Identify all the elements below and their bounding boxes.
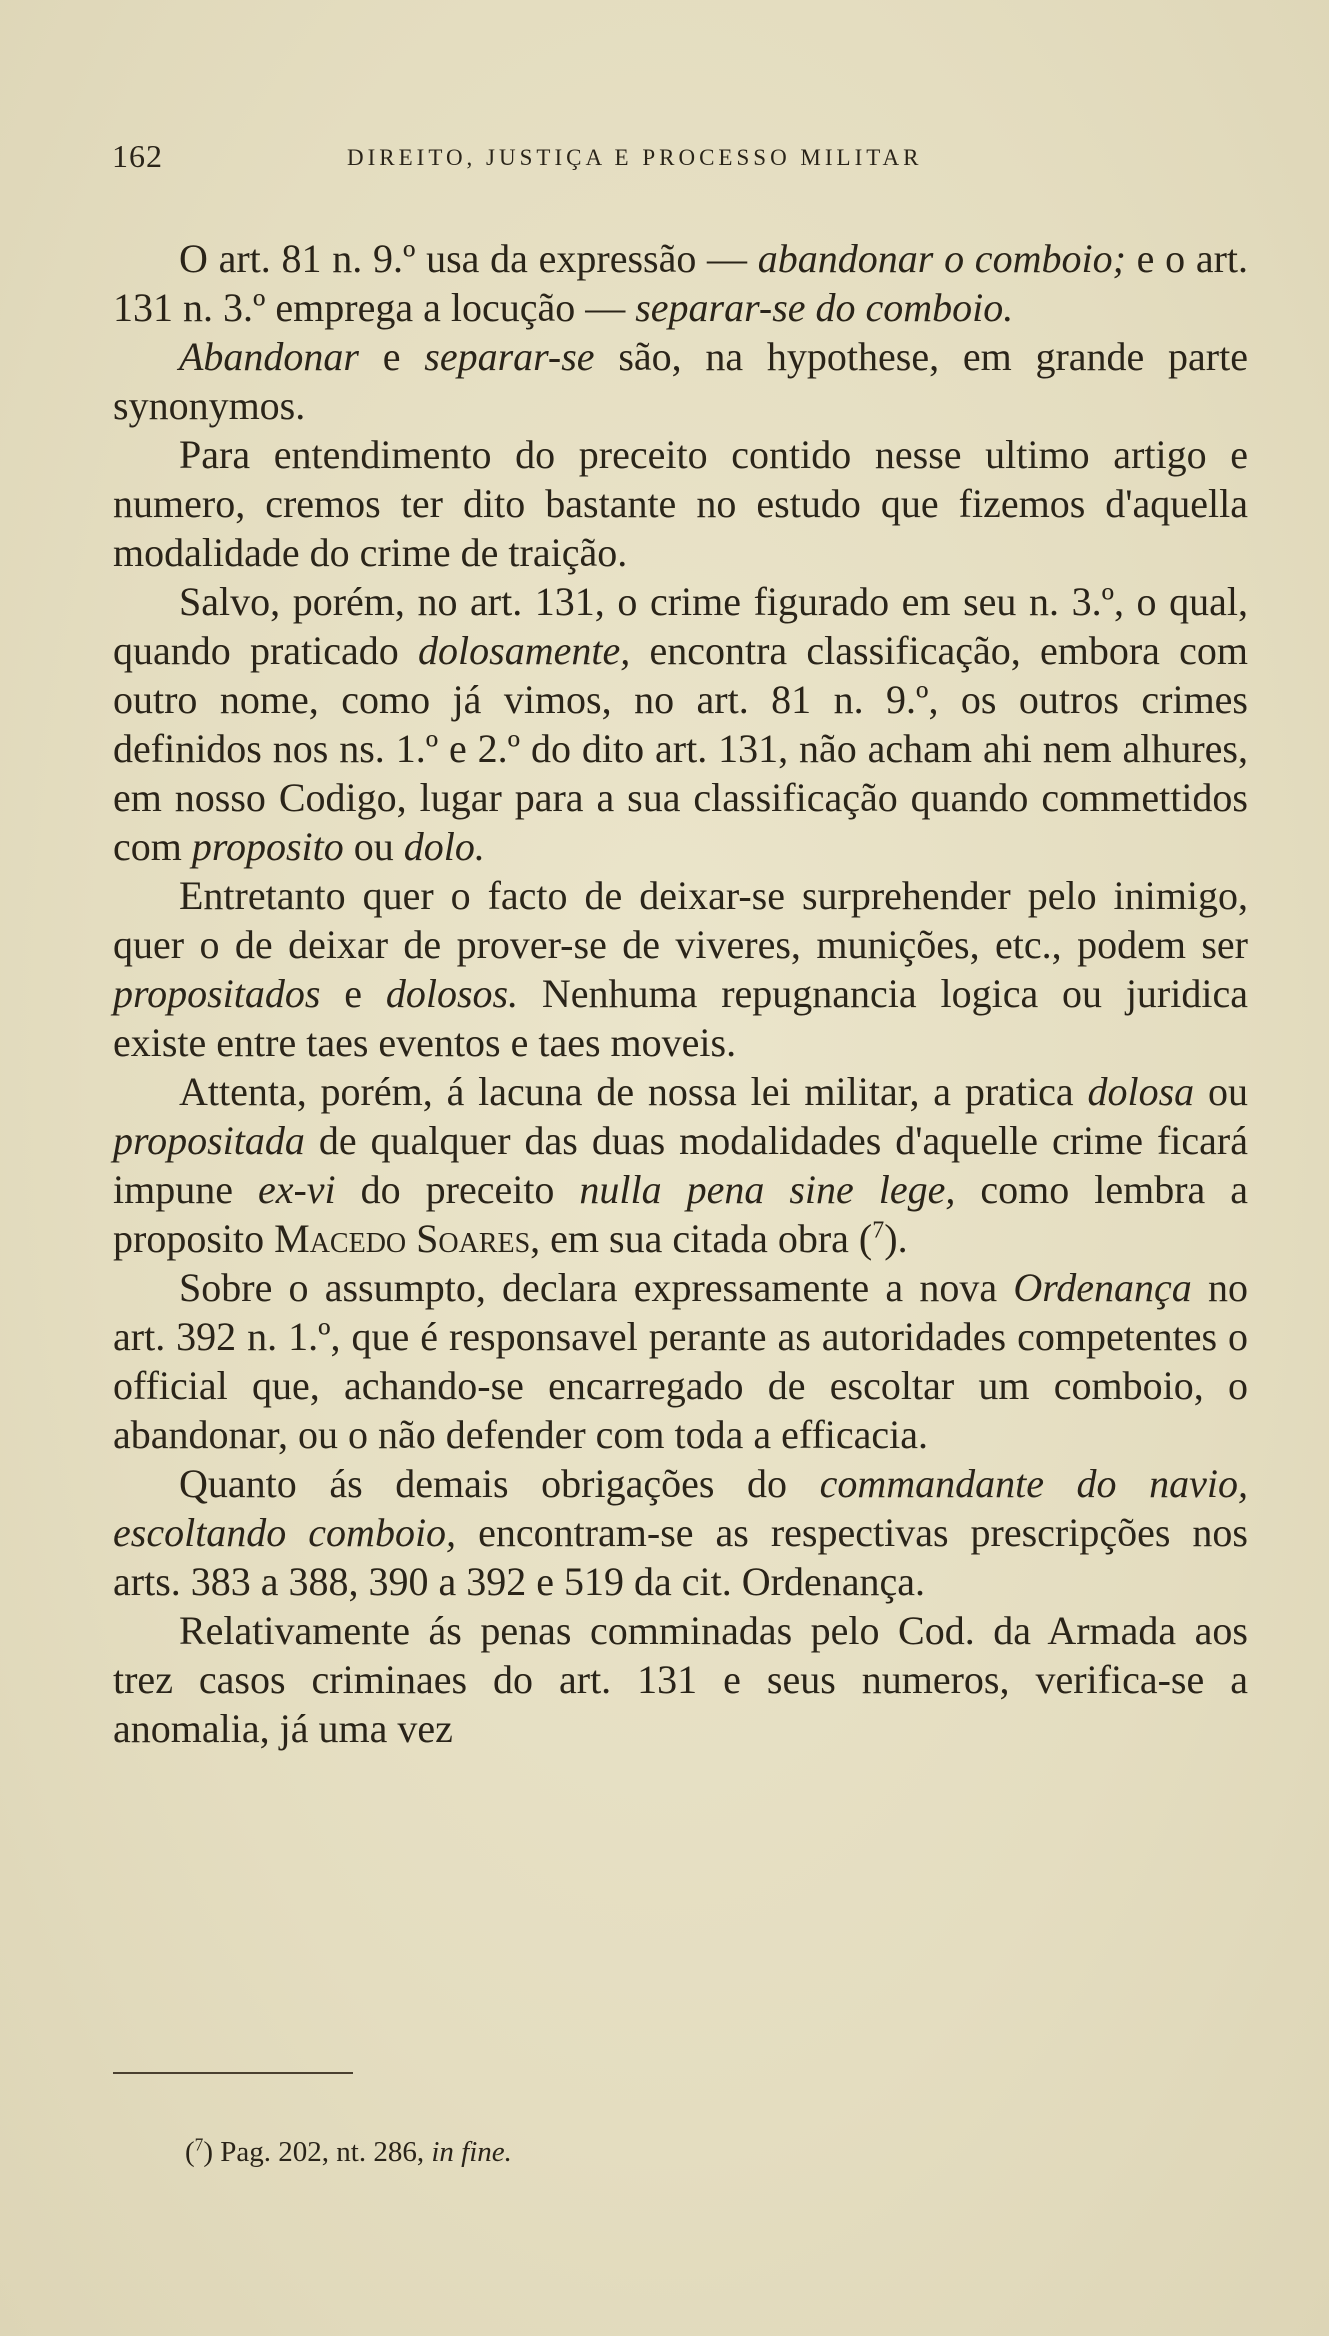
footnote-mark: 7 [194,2134,204,2155]
author-name: Macedo Soares [274,1216,531,1261]
body-text [113,234,1248,1753]
paragraph-5: Entretanto quer o facto de deixar-se surprehender pelo inimigo, quer o de deixar de prover-se de viveres, munições, etc., podem ser propositados e dolosos. Nenhuma repugnancia logica ou juridica existe entre taes eventos e taes moveis. [113,873,1248,1065]
paragraph-3: Para entendimento do preceito contido nesse ultimo artigo e numero, cremos ter dito bastante no estudo que fizemos d'aquella modalidade do crime de traição. [113,432,1248,575]
paragraph-2: Abandonar e separar-se são, na hypothese, em grande parte synonymos. [113,334,1248,428]
footnote-divider [113,2072,353,2074]
paragraph-4: Salvo, porém, no art. 131, o crime figurado em seu n. 3.º, o qual, quando praticado dolosamente, encontra classificação, embora com outro nome, como já vimos, no art. 81 n. 9.º, os outros crimes definidos nos ns. 1.º e 2.º do dito art. 131, não acham ahi nem alhures, em nosso Codigo, lugar para a sua classificação quando commettidos com proposito ou dolo. [113,579,1249,869]
paragraph-6: Attenta, porém, á lacuna de nossa lei militar, a pratica dolosa ou propositada de qualquer das duas modalidades d'aquelle crime ficará impune ex-vi do preceito nulla pena sine lege, como lembra a proposito Macedo Soares, em sua citada obra ($^7$). [113,1069,1248,1261]
footnote: ($^7$) Pag. 202, nt. 286, in fine. [185,2134,512,2168]
footnote-reference: 7 [872,1217,885,1244]
running-head [112,138,1242,182]
paragraph-9: Relativamente ás penas comminadas pelo Cod. da Armada aos trez casos criminaes do art. 131 e seus numeros, verifica-se a anomalia, já uma vez [113,1608,1248,1751]
paragraph-1: O art. 81 n. 9.º usa da expressão — abandonar o comboio; e o art. 131 n. 3.º emprega a locução — separar-se do comboio. [113,236,1249,330]
running-title: DIREITO, JUSTIÇA E PROCESSO MILITAR [347,145,923,170]
page-number: 162 [112,138,163,174]
paragraph-7: Sobre o assumpto, declara expressamente a nova Ordenança no art. 392 n. 1.º, que é responsavel perante as autoridades competentes o official que, achando-se encarregado de escoltar um comboio, o abandonar, ou o não defender com toda a efficacia. [113,1265,1249,1457]
paragraph-8: Quanto ás demais obrigações do commandante do navio, escoltando comboio, encontram-se as respectivas prescripções nos arts. 383 a 388, 390 a 392 e 519 da cit. Ordenança. [113,1461,1248,1604]
